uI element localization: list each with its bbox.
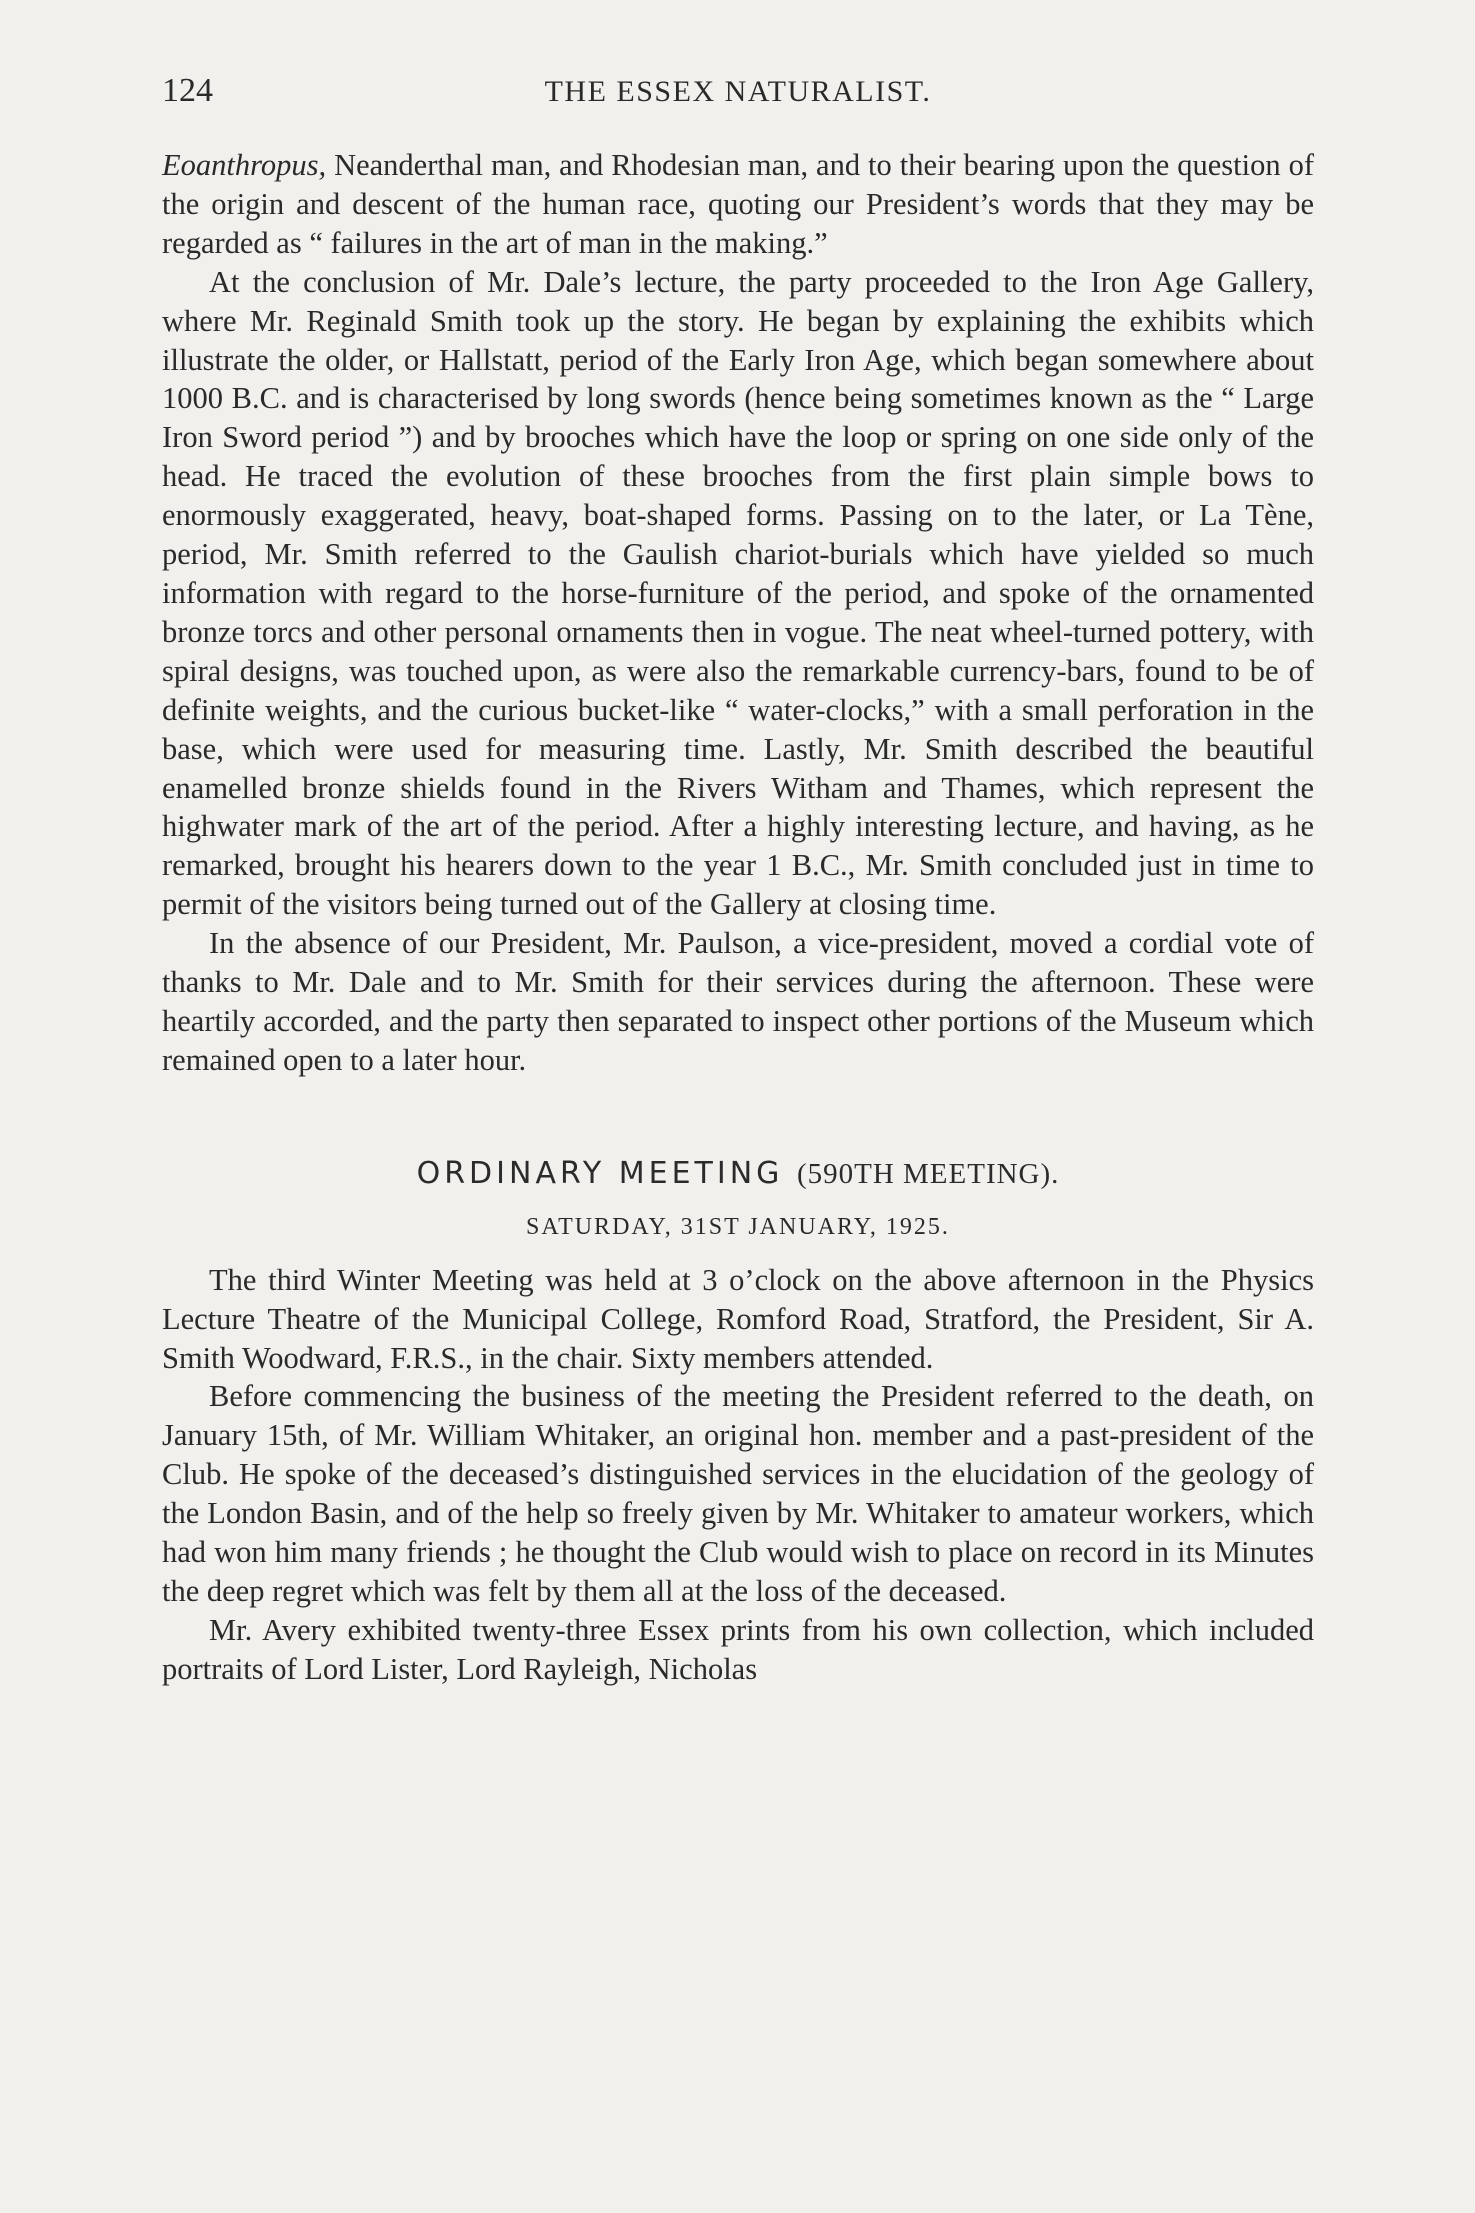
section-heading — [162, 1156, 1314, 1191]
section-heading-main: ORDINARY MEETING — [416, 1155, 784, 1191]
paragraph-iron-age-gallery: At the conclusion of Mr. Dale’s lecture, the party proceeded to the Iron Age Gallery, where Mr. Reginald Smith took up the story. He began by explaining the exhibits which illustrate the older, or Hallstatt, period of the Early Iron Age, which began somewhere about 1000 B.C. and is characterised by long swords (hence being sometimes known as the “ Large Iron Sword period ”) and by brooches which have the loop or spring on one side only of the head. He traced the evolution of these brooches from the first plain simple bows to enormously exaggerated, heavy, boat-shaped forms. Passing on to the later, or La Tène, period, Mr. Smith referred to the Gaulish chariot-burials which have yielded so much information with regard to the horse-furniture of the period, and spoke of the ornamented bronze torcs and other personal ornaments then in vogue. The neat wheel-turned pottery, with spiral designs, was touched upon, as were also the remarkable currency-bars, found to be of definite weights, and the curious bucket-like “ water-clocks,” with a small perforation in the base, which were used for measuring time. Lastly, Mr. Smith described the beautiful enamelled bronze shields found in the Rivers Witham and Thames, which represent the highwater mark of the art of the period. After a highly interesting lecture, and having, as he remarked, brought his hearers down to the year 1 B.C., Mr. Smith concluded just in time to permit of the visitors being turned out of the Gallery at closing time. — [162, 264, 1314, 922]
paragraph-winter-meeting: The third Winter Meeting was held at 3 o’clock on the above afternoon in the Physics Lecture Theatre of the Municipal College, Romford Road, Stratford, the President, Sir A. Smith Woodward, F.R.S., in the chair. Sixty members attended. — [162, 1262, 1314, 1375]
journal-title: THE ESSEX NATURALIST. — [544, 75, 932, 108]
paragraph-continuation-text: Neanderthal man, and Rhodesian man, and to their bearing upon the question of the origin and descent of the human race, quoting our President’s words that they may be regarded as “ failures in the art of man in the making.” — [162, 148, 1314, 260]
section-ordinary-meeting — [162, 1261, 1314, 1689]
running-head — [162, 70, 1314, 120]
book-page — [162, 70, 1314, 1689]
italic-genus-name: Eoanthropus, — [162, 148, 327, 182]
paragraph-avery-prints: Mr. Avery exhibited twenty-three Essex prints from his own collection, which included portraits of Lord Lister, Lord Rayleigh, Nicholas — [162, 1612, 1314, 1686]
paragraph-continuation — [162, 146, 1314, 263]
page-number: 124 — [162, 72, 213, 109]
section-iron-age-visit — [162, 146, 1314, 1080]
paragraph-whitaker-obituary: Before commencing the business of the meeting the President referred to the death, on January 15th, of Mr. William Whitaker, an original hon. member and a past-president of the Club. He spoke of the deceased’s distinguished services in the elucidation of the geology of the London Basin, and of the help so freely given by Mr. Whitaker to amateur workers, which had won him many friends ; he thought the Club would wish to place on record in its Minutes the deep regret which was felt by them all at the loss of the deceased. — [162, 1379, 1314, 1608]
section-heading-meeting-number: (590TH MEETING). — [796, 1157, 1060, 1190]
paragraph-vote-of-thanks: In the absence of our President, Mr. Paulson, a vice-president, moved a cordial vote of thanks to Mr. Dale and to Mr. Smith for their services during the afternoon. These were heartily accorded, and the party then separated to inspect other portions of the Museum which remained open to a later hour. — [162, 926, 1314, 1077]
section-date: SATURDAY, 31ST JANUARY, 1925. — [526, 1213, 950, 1240]
